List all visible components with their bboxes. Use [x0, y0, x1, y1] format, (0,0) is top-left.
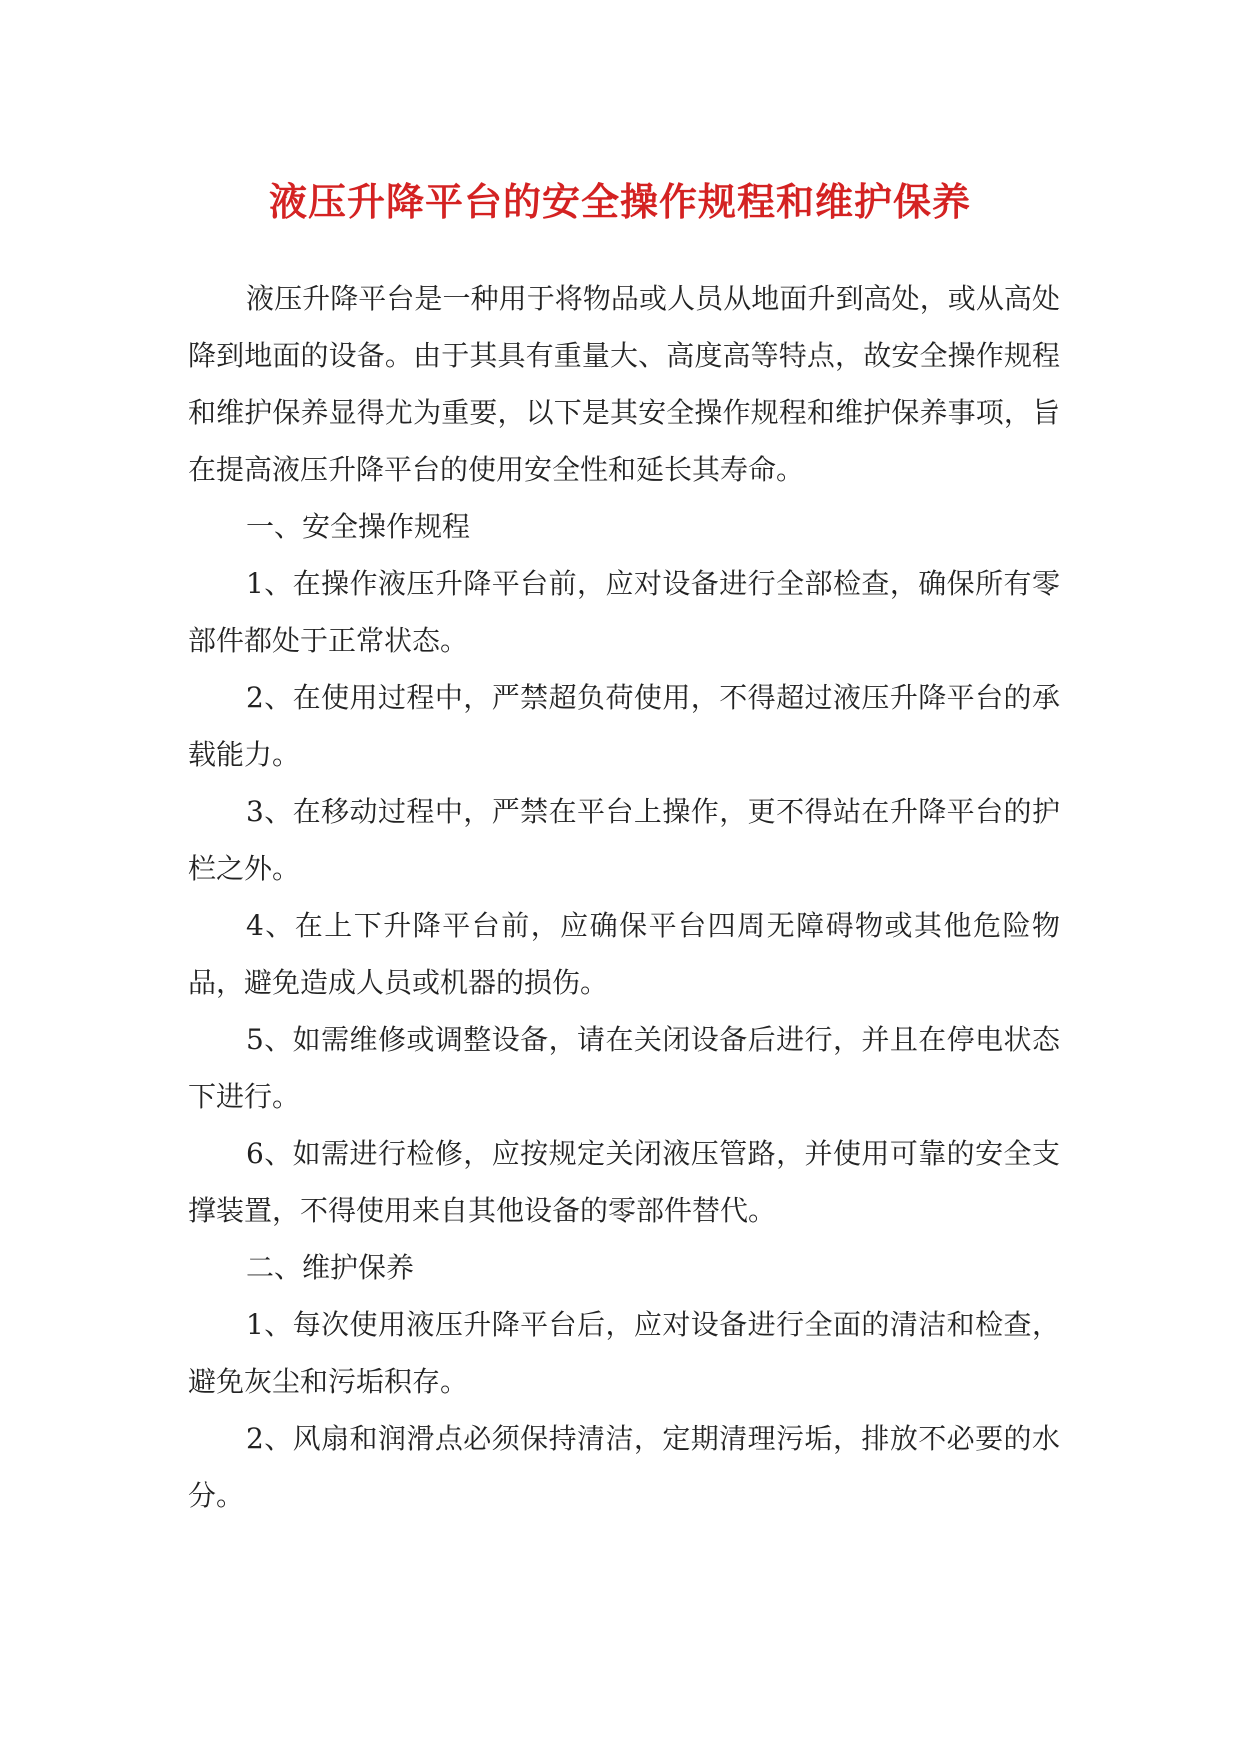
safety-rule-3: 3、在移动过程中，严禁在平台上操作，更不得站在升降平台的护栏之外。 [188, 795, 1060, 885]
maintenance-rule-2: 2、风扇和润滑点必须保持清洁，定期清理污垢，排放不必要的水分。 [188, 1422, 1060, 1512]
document-body [188, 270, 1060, 1524]
section-heading-safety: 一、安全操作规程 [246, 510, 471, 543]
section-heading-maintenance: 二、维护保养 [246, 1251, 415, 1284]
safety-rule-2: 2、在使用过程中，严禁超负荷使用，不得超过液压升降平台的承载能力。 [188, 681, 1060, 771]
safety-rule-4: 4、在上下升降平台前，应确保平台四周无障碍物或其他危险物品，避免造成人员或机器的损伤。 [188, 909, 1060, 999]
safety-rule-1: 1、在操作液压升降平台前，应对设备进行全部检查，确保所有零部件都处于正常状态。 [188, 567, 1060, 657]
safety-rule-5: 5、如需维修或调整设备，请在关闭设备后进行，并且在停电状态下进行。 [188, 1023, 1060, 1113]
maintenance-rule-1: 1、每次使用液压升降平台后，应对设备进行全面的清洁和检查，避免灰尘和污垢积存。 [188, 1308, 1060, 1398]
safety-rule-6: 6、如需进行检修，应按规定关闭液压管路，并使用可靠的安全支撑装置，不得使用来自其他设备的零部件替代。 [188, 1137, 1060, 1227]
document-title: 液压升降平台的安全操作规程和维护保养 [268, 179, 971, 225]
intro-paragraph: 液压升降平台是一种用于将物品或人员从地面升到高处，或从高处降到地面的设备。由于其具有重量大、高度高等特点，故安全操作规程和维护保养显得尤为重要，以下是其安全操作规程和维护保养事项，旨在提高液压升降平台的使用安全性和延长其寿命。 [188, 282, 1060, 486]
